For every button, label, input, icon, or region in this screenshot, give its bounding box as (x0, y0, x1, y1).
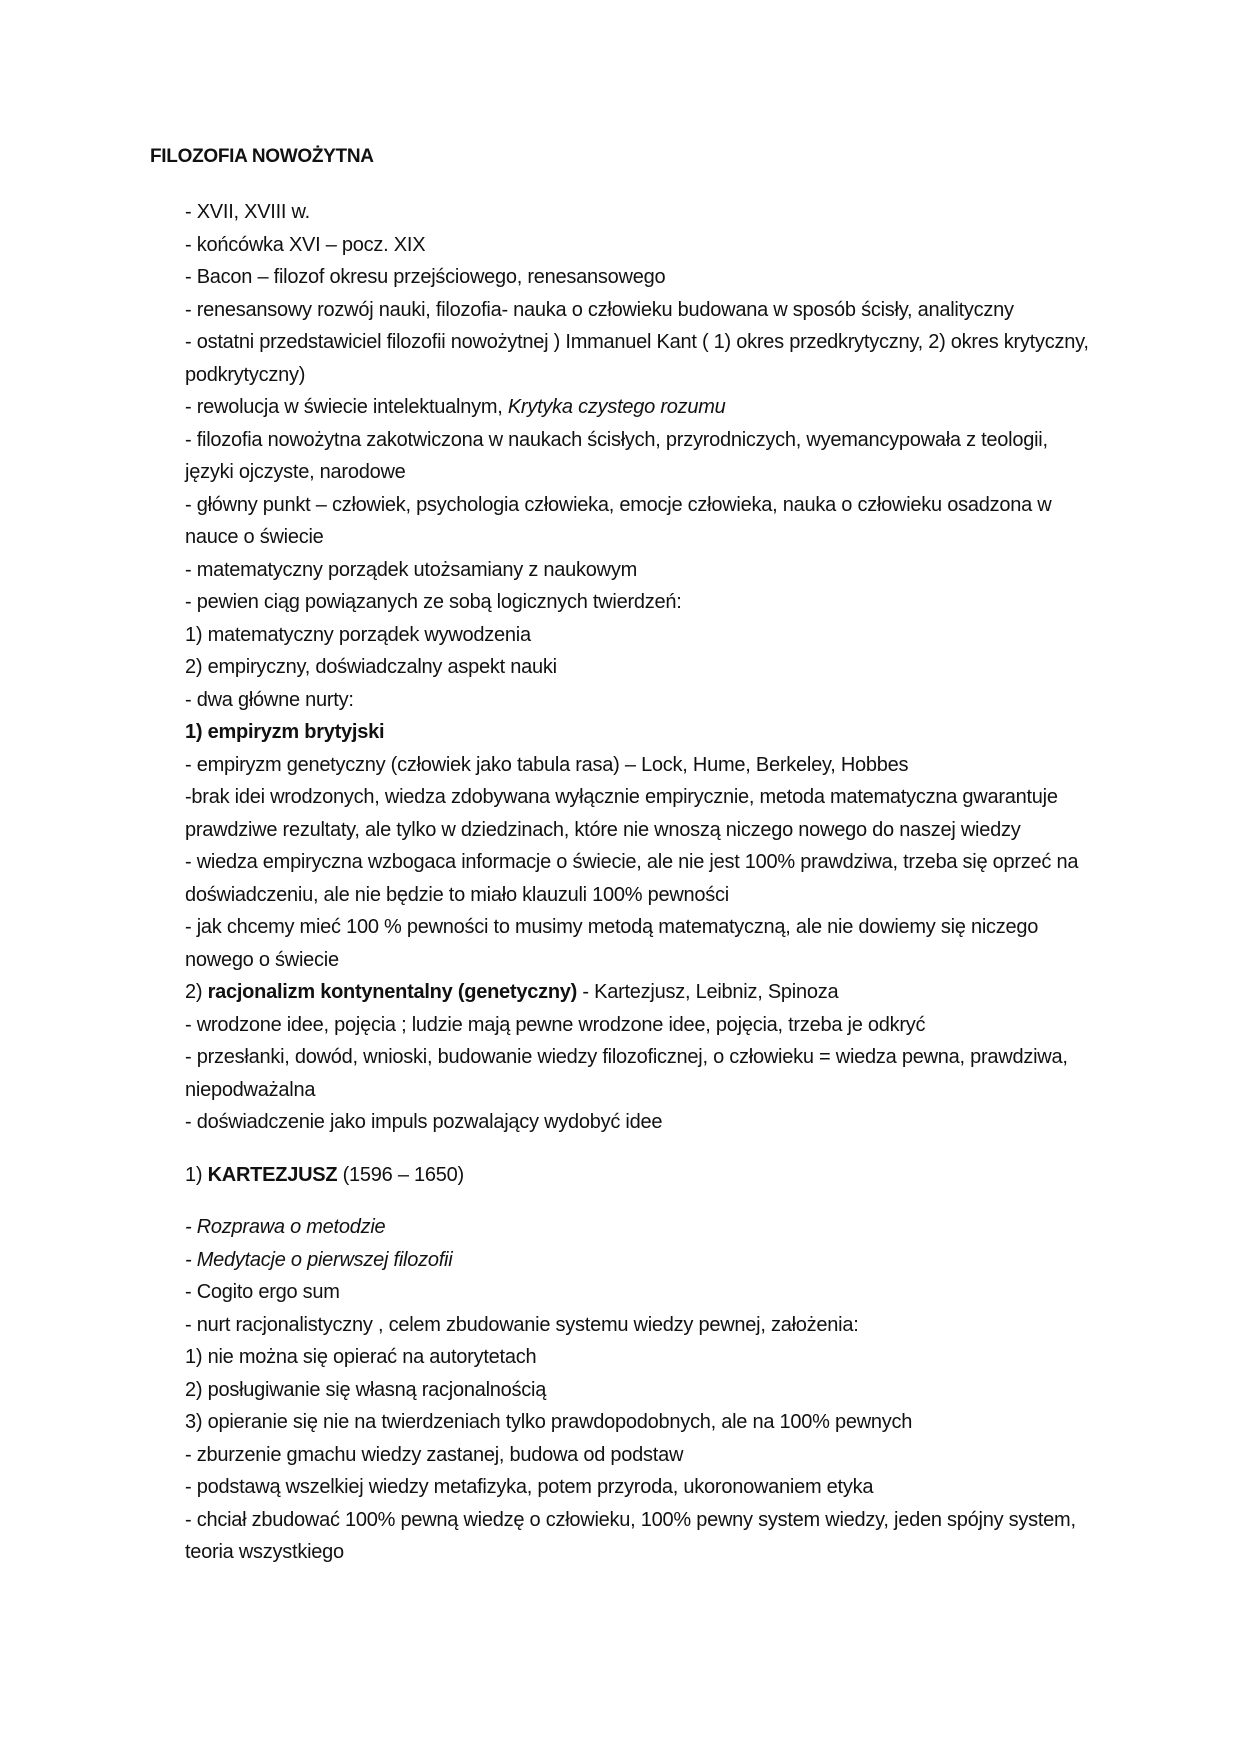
text-line: - filozofia nowożytna zakotwiczona w naukach ścisłych, przyrodniczych, wyemancypowała z teologii, języki ojczyste, narodowe (185, 428, 1048, 483)
text-line: - doświadczenie jako impuls pozwalający wydobyć idee (185, 1111, 663, 1133)
revolution-text: - rewolucja w świecie intelektualnym, (185, 396, 508, 418)
text-line: - dwa główne nurty: (185, 688, 354, 711)
empiryzm-heading: 1) empiryzm brytyjski (185, 721, 385, 743)
racjonalizm-list (185, 1009, 1090, 1139)
text-line: - wiedza empiryczna wzbogaca informacje o świecie, ale nie jest 100% prawdziwa, trzeba się oprzeć na doświadczeniu, ale nie będzie to miało klauzuli 100% pewności (185, 851, 1079, 906)
text-line: - wrodzone idee, pojęcia ; ludzie mają pewne wrodzone idee, pojęcia, trzeba je odkryć (185, 1013, 926, 1036)
work-title: - Rozprawa o metodzie (185, 1216, 386, 1238)
text-line: - podstawą wszelkiej wiedzy metafizyka, potem przyroda, ukoronowaniem etyka (185, 1476, 874, 1498)
empiryzm-list (185, 749, 1090, 977)
works-list (185, 1211, 1090, 1276)
text-line: - Cogito ergo sum (185, 1281, 340, 1303)
text-line: 1) nie można się opierać na autorytetach (185, 1346, 537, 1368)
revolution-line (185, 391, 1090, 424)
text-line: - zburzenie gmachu wiedzy zastanej, budowa od podstaw (185, 1443, 684, 1466)
text-line: 2) posługiwanie się własną racjonalnością (185, 1378, 547, 1401)
kartezjusz-list (185, 1276, 1090, 1569)
text-line: - główny punkt – człowiek, psychologia człowieka, emocje człowieka, nauka o człowieku osadzona w nauce o świecie (185, 493, 1052, 548)
spacer (185, 1139, 1090, 1159)
content-block (185, 196, 1090, 1569)
text-line: -brak idei wrodzonych, wiedza zdobywana wyłącznie empirycznie, metoda matematyczna gwarantuje prawdziwe rezultaty, ale tylko w dziedzinach, które nie wnoszą niczego nowego do naszej wiedzy (185, 786, 1058, 841)
text-line: - przesłanki, dowód, wnioski, budowanie wiedzy filozoficznej, o człowieku = wiedza pewna, prawdziwa, niepodważalna (185, 1046, 1068, 1101)
text-line: - renesansowy rozwój nauki, filozofia- nauka o człowieku budowana w sposób ścisły, analityczny (185, 298, 1014, 321)
text-line: - końcówka XVI – pocz. XIX (185, 233, 426, 256)
text-line: - chciał zbudować 100% pewną wiedzę o człowieku, 100% pewny system wiedzy, jeden spójny system, teoria wszystkiego (185, 1508, 1076, 1563)
text-line: - XVII, XVIII w. (185, 201, 310, 223)
text-line: - jak chcemy mieć 100 % pewności to musimy metodą matematyczną, ale nie dowiemy się niczego nowego o świecie (185, 916, 1039, 971)
racjonalizm-heading: 2) racjonalizm kontynentalny (genetyczny) - Kartezjusz, Leibniz, Spinoza (185, 981, 839, 1003)
work-title-italic: Krytyka czystego rozumu (507, 396, 726, 418)
characteristics-list (185, 424, 1090, 717)
text-line: - matematyczny porządek utożsamiany z naukowym (185, 558, 638, 581)
text-line: - Bacon – filozof okresu przejściowego, renesansowego (185, 266, 666, 288)
text-line: - empiryzm genetyczny (człowiek jako tabula rasa) – Lock, Hume, Berkeley, Hobbes (185, 753, 909, 776)
document-title: FILOZOFIA NOWOŻYTNA (150, 146, 374, 167)
text-line: - pewien ciąg powiązanych ze sobą logicznych twierdzeń: (185, 591, 682, 613)
text-line: 2) empiryczny, doświadczalny aspekt nauki (185, 656, 557, 678)
text-line: 3) opieranie się nie na twierdzeniach tylko prawdopodobnych, ale na 100% pewnych (185, 1411, 913, 1433)
work-title: - Medytacje o pierwszej filozofii (185, 1248, 453, 1271)
spacer (185, 1191, 1090, 1211)
text-line: - ostatni przedstawiciel filozofii nowożytnej ) Immanuel Kant ( 1) okres przedkrytyczny, 2) okres krytyczny, podkrytyczny) (185, 331, 1089, 386)
text-line: - nurt racjonalistyczny , celem zbudowanie systemu wiedzy pewnej, założenia: (185, 1313, 859, 1336)
kartezjusz-heading: 1) KARTEZJUSZ (1596 – 1650) (185, 1163, 464, 1186)
text-line: 1) matematyczny porządek wywodzenia (185, 623, 531, 646)
intro-list (185, 196, 1090, 391)
